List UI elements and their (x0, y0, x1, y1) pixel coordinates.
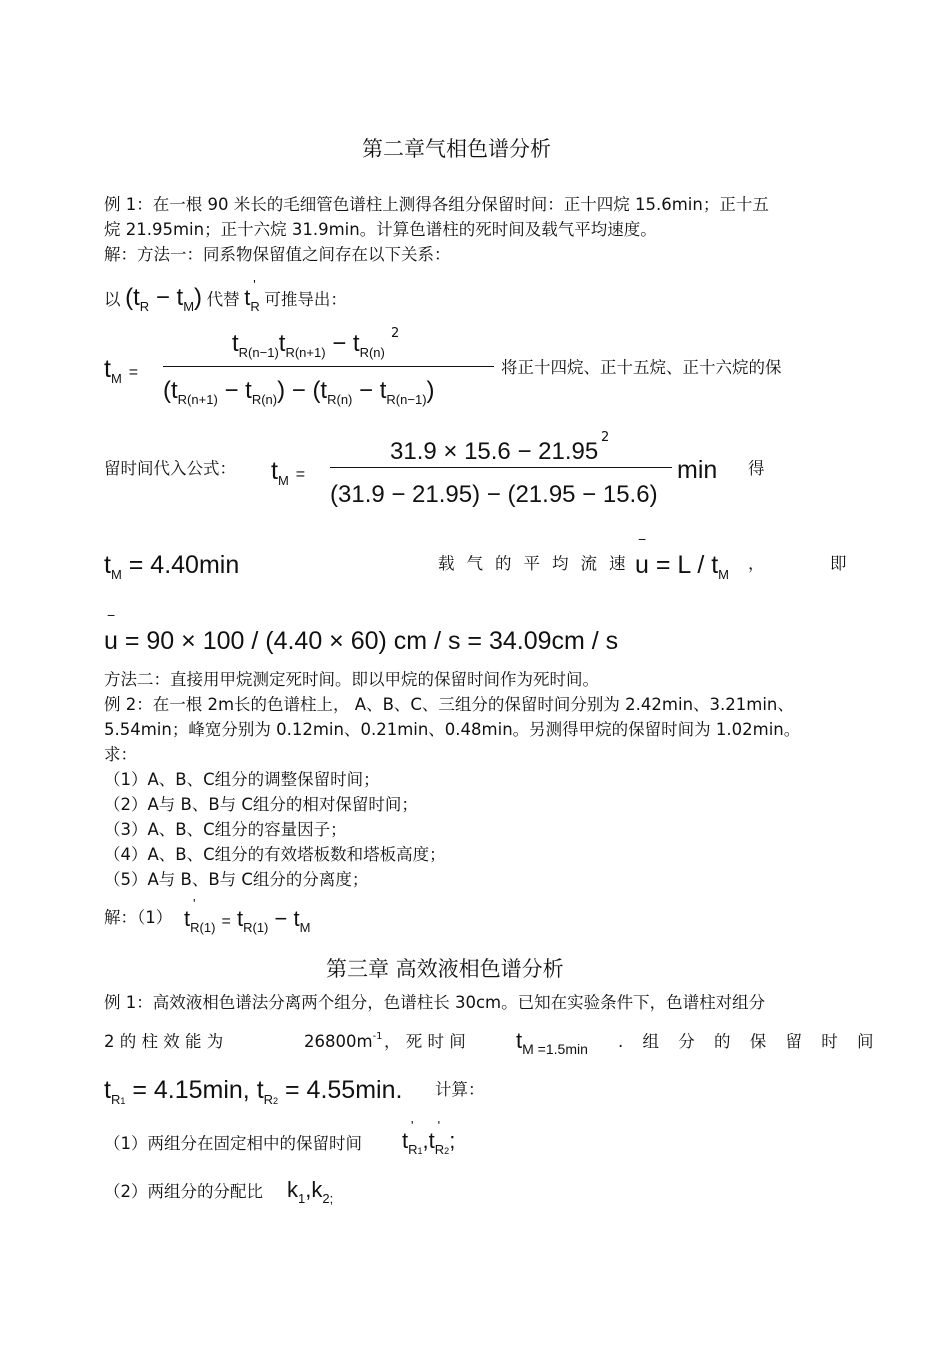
example1-line1: 例 1：在一根 90 米长的毛细管色谱柱上测得各组分保留时间：正十四烷 15.6min；正十五 (104, 195, 769, 214)
replace-line (104, 277, 347, 314)
replace-suffix: 可推导出： (264, 291, 347, 309)
formula1-exponent: 2 (391, 326, 400, 341)
method2-text: 方法二：直接用甲烷测定死时间。即以甲烷的保留时间作为死时间。 (104, 670, 599, 689)
replace-middle: 代替 (206, 291, 240, 309)
substitute-label: 留时间代入公式： (104, 459, 236, 478)
formula2-exponent: 2 (601, 430, 610, 445)
ch3-line2-d: . 组 分 的 保 留 时 间 (618, 1032, 881, 1051)
ch3-calc-label: 计算： (435, 1080, 485, 1099)
tm-result: $t_M = 4.40\min$ (104, 551, 240, 582)
ch3-line2-a: 2 的 柱 效 能 为 (104, 1032, 224, 1051)
answer-label: 解：（1） (104, 908, 173, 927)
formula1-lhs: $t_M$ = (104, 355, 139, 386)
question-3: （3）A、B、C组分的容量因子； (104, 820, 347, 839)
formula1-fraction-bar (163, 366, 494, 367)
example2-line3: 求： (104, 745, 137, 764)
formula1-denominator: $(t_{R(n+1)} - t_{R(n)}) - (t_{R(n)} - t_{R(n-1)})$ (163, 377, 435, 407)
answer-formula: t ' $_{R(1)} = t_{R(1)} - t_M$ (184, 896, 311, 935)
carrier-formula: u − = L / $t_M$ (635, 531, 730, 582)
ch3-line2-c: ， 死 时 间 (384, 1032, 466, 1051)
example2-line1: 例 2：在一根 2m长的色谱柱上， A、B、C、三组分的保留时间分别为 2.42min、3.21min、 (104, 695, 794, 714)
question-1: （1）A、B、C组分的调整保留时间； (104, 770, 380, 789)
adjusted-retention-symbol: t ' $_R$ (244, 277, 260, 314)
ch3-example1-line1: 例 1：高效液相色谱法分离两个组分，色谱柱长 30cm。已知在实验条件下，色谱柱对组分 (104, 993, 766, 1012)
question-2: （2）A与 B、B与 C组分的相对保留时间； (104, 795, 418, 814)
carrier-ji: 即 (830, 554, 847, 573)
formula2-de: 得 (748, 459, 765, 478)
formula2-fraction-bar (330, 467, 672, 468)
chapter3-title: 第三章 高效液相色谱分析 (326, 957, 564, 981)
formula1-tail-text: 将正十四烷、正十五烷、正十六烷的保 (501, 358, 782, 377)
ch3-retention-times: $t_{R1} = 4.15\min$, $t_{R2} = 4.55\min$. (104, 1076, 403, 1107)
example2-line2: 5.54min；峰宽分别为 0.12min、0.21min、0.48min。另测得甲烷的保留时间为 1.02min。 (104, 720, 801, 739)
question-5: （5）A与 B、B与 C组分的分离度； (104, 870, 369, 889)
ch3-line2-b: $26800m^{-1}$ (304, 1031, 383, 1051)
example1-line2: 烷 21.95min；正十六烷 31.9min。计算色谱柱的死时间及载气平均速度。 (104, 220, 657, 239)
formula2-numerator: 31.9 × 15.6 − 21.95 (390, 438, 599, 465)
velocity-calculation: u − = 90 × 100 / (4.40 × 60) cm / s = 34.09cm / s (104, 607, 619, 655)
solution-method1: 解：方法一：同系物保留值之间存在以下关系： (104, 245, 451, 264)
carrier-comma: ， (748, 554, 765, 573)
carrier-text: 载气的平均流速 (438, 554, 638, 573)
ch3-question-2-symbols: $k_1,k_{2;}$ (287, 1177, 334, 1206)
formula1-numerator: $t_{R(n-1)}t_{R(n+1)} - t_{R(n)}$ (232, 330, 385, 360)
ch3-question-2: （2）两组分的分配比 (104, 1182, 263, 1201)
question-4: （4）A、B、C组分的有效塔板数和塔板高度； (104, 845, 446, 864)
ch3-question-1-symbols: t ' $_{R1}$,t ' $_{R2}$; (402, 1118, 456, 1157)
tm-result-value: = 4.40min (128, 551, 240, 579)
replace-prefix: 以 (104, 291, 121, 309)
ch3-question-1: （1）两组分在固定相中的保留时间 (104, 1134, 362, 1153)
chapter2-title: 第二章气相色谱分析 (362, 137, 551, 161)
formula2-lhs: $t_M$ = (271, 457, 306, 488)
formula2-unit: min (677, 456, 718, 484)
replace-expression: $(t_R - t_M)$ (125, 284, 203, 314)
ch3-dead-time: $t_{M =1.5min}$ (516, 1028, 588, 1057)
formula2-denominator: (31.9 − 21.95) − (21.95 − 15.6) (330, 481, 658, 508)
